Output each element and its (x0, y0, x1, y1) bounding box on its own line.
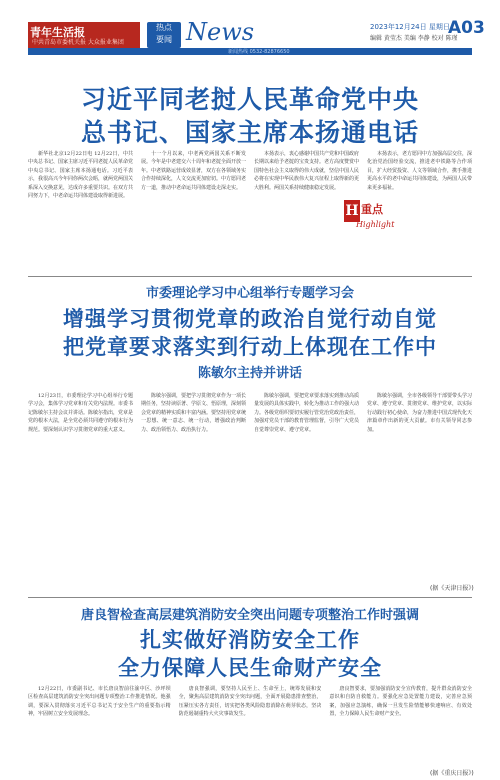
story1-column (28, 150, 133, 270)
story2-kicker[interactable]: 市委理论学习中心组举行专题学习会 (145, 286, 354, 301)
page-number: A03 (448, 18, 485, 38)
story1-headline-line1[interactable]: 习近平同老挝人民革命党中央 (80, 85, 419, 114)
stamp-text: 重点 (361, 203, 383, 216)
story2-headline-line1[interactable]: 增强学习贯彻党章的政治自觉行动自觉 (63, 307, 437, 331)
section-tag-line2: 要闻 (156, 35, 172, 44)
paragraph: 十一个月以来，中老两党两国关系不断发展。今年是中老建交六十周年和老挝全面开放一年。中老铁路运营成效显著，双方在各领域务实合作持续深化，人文交流更加密切。中方愿同老方一道，推动中老命运共同体建设走深走实。 (141, 151, 246, 191)
logo-text: 青年生活报 (30, 26, 85, 39)
paragraph: 新华社北京12月22日电 12月22日，中共中央总书记、国家主席习近平同老挝人民革命党中央总书记、国家主席本扬通电话。习近平表示，我很高兴今年同你两次会晤，就两党两国关系深入交换意见，达成许多重要共识。在双方共同努力下，中老命运共同体建设取得新进展。 (28, 151, 133, 200)
paragraph: 陈敏尔强调，全市各级领导干部要带头学习党章、遵守党章、贯彻党章、维护党章，以实际行动践行初心使命，为奋力推进中国式现代化天津篇章作出新的更大贡献。市有关领导同志参加。 (367, 393, 472, 433)
section-tag (147, 22, 181, 48)
stamp-letter: H (344, 200, 360, 222)
paragraph: 12月23日，市委理论学习中心组举行专题学习会，集体学习党章和有关党内法规。市委书记陈敏尔主持会议并讲话。陈敏尔指出，党章是党的根本大法，是全党必须共同遵守的根本行为规范。要深刻认识学习贯彻党章的重大意义。 (28, 393, 133, 433)
masthead-rule (28, 48, 472, 55)
story1-body (28, 150, 472, 270)
story2-body (28, 392, 472, 582)
editors-line: 编辑 黄莹杰 美编 李静 校对 陈瑾 (370, 35, 458, 42)
paragraph: 12月22日，市委副书记、市长唐良智前往渝中区、沙坪坝区检查高层建筑消防安全突出问题专项整治工作推进情况。他强调，要深入贯彻落实习近平总书记关于安全生产的重要指示精神，牢固树立安全发展理念。 (28, 686, 171, 718)
story3-column (179, 685, 322, 767)
section-tag-line1: 热点 (156, 23, 172, 32)
story1-column (141, 150, 246, 270)
story3-kicker[interactable]: 唐良智检查高层建筑消防安全突出问题专项整治工作时强调 (80, 608, 419, 623)
story3-column (329, 685, 472, 767)
hotline-text: 新闻热线 0532-82876650 (228, 49, 290, 55)
divider (28, 276, 472, 277)
divider (28, 597, 472, 598)
masthead (0, 0, 500, 62)
story1-headline-line2[interactable]: 总书记、国家主席本扬通电话 (80, 118, 419, 147)
logo-subtitle: 中共青岛市委机关报 大众报业集团 (32, 39, 124, 46)
paragraph: 陈敏尔强调，要把学习贯彻党章作为一项长期任务，坚持读原著、学原文、悟原理，深刻领会党章的精神实质和丰富内涵。要坚持用党章统一思想、统一意志、统一行动，增强政治判断力、政治领悟力、政治执行力。 (141, 393, 246, 433)
story2-column (254, 392, 359, 582)
stamp-english: Highlight (356, 220, 395, 229)
story2-column (141, 392, 246, 582)
story3-body (28, 685, 472, 767)
paragraph: 唐良智强调，要坚持人民至上、生命至上，统筹发展和安全，聚焦高层建筑消防安全突出问题，全面开展隐患排查整治，压紧压实各方责任，切实把各类风险隐患消除在萌芽状态，坚决防范遏制重特大火灾事故发生。 (178, 686, 322, 718)
paragraph: 本扬表示，老方愿同中方加强高层交往，深化治党治国经验交流，推进老中铁路等合作项目，扩大经贸投资、人文等领域合作，携手推进更高水平的老中命运共同体建设，为两国人民带来更多福祉。 (367, 151, 472, 191)
paragraph: 本扬表示，衷心感谢中国共产党和中国政府长期以来给予老挝的宝贵支持。老方高度赞赏中国特色社会主义取得的伟大成就，坚信中国人民必将在实现中华民族伟大复兴征程上取得新的更大胜利。两国关系持续健康稳定发展。 (254, 151, 359, 191)
story2-headline-line2[interactable]: 把党章要求落实到行动上体现在工作中 (63, 335, 437, 359)
story3-headline-line1[interactable]: 扎实做好消防安全工作 (140, 628, 360, 652)
section-title: News (186, 18, 255, 46)
story3-headline-line2[interactable]: 全力保障人民生命财产安全 (118, 656, 382, 680)
story3-column (28, 685, 171, 767)
story3-source: (据《重庆日报》) (430, 770, 474, 777)
paragraph: 唐良智要求，要加强消防安全宣传教育，提升群众消防安全意识和自防自救能力。要强化应急处置能力建设，完善应急预案，加强应急演练，确保一旦发生险情能够快速响应、有效处置，全力保障人民生命财产安全。 (329, 686, 473, 718)
story2-source: (据《天津日报》) (430, 585, 474, 592)
story2-subhead: 陈敏尔主持并讲话 (197, 366, 302, 381)
highlight-stamp (344, 200, 400, 240)
story2-column (28, 392, 133, 582)
issue-date: 2023年12月24日 星期日 (370, 23, 450, 31)
paragraph: 陈敏尔强调，要把党章要求落实到推动高质量发展的具体实践中，转化为推动工作的强大动力。各级党组织要切实履行管党治党政治责任，加强对党员干部的教育管理监督，引导广大党员自觉尊崇党章、遵守党章。 (254, 393, 359, 433)
newspaper-logo[interactable] (28, 22, 140, 48)
story2-column (367, 392, 472, 582)
